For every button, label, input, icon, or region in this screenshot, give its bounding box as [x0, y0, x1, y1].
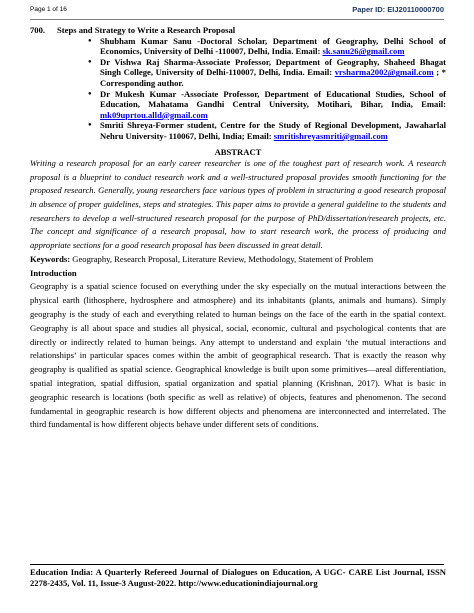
author-affiliation: Dr Vishwa Raj Sharma-Associate Professor, Department of Geography, Shaheed Bhagat Singh College, University of Delhi-110007, Delhi, India. Email: — [100, 56, 446, 78]
introduction-heading: Introduction — [30, 267, 77, 278]
author-note: ; * Corresponding author. — [100, 67, 446, 88]
author-affiliation: Shubham Kumar Sanu -Doctoral Scholar, Department of Geography, Delhi School of Economics, University of Delhi -110007, Delhi, India. Email: — [100, 35, 446, 57]
abstract-heading: ABSTRACT — [214, 146, 262, 157]
paper-id: Paper ID: EIJ20110000700 — [352, 5, 444, 14]
author-email-link[interactable]: mk09uprtou.alld@gmail.com — [100, 109, 208, 120]
section-heading — [30, 25, 446, 36]
abstract-text: Writing a research proposal for an early career researcher is one of the toughest part of research work. A research proposal is a blueprint to conduct research work and a well-structured proposal provides smooth functioning for the proposed research. Generally, young researchers face various types of problem in structuring a good research proposal in absence of proper guidelines, steps and strategies. This paper aims to provide a general guideline to the students and researchers to develop a well-structured research proposal for the purpose of PhD/dissertation/research projects, etc. The concept and significance of a research proposal, how to start research work, the process of producing and appropriate sections for a good research proposal has been discussed in great detail. — [30, 158, 446, 250]
author-item — [100, 36, 446, 57]
journal-footer: Education India: A Quarterly Refereed Journal of Dialogues on Education, A UGC- CARE List Journal, ISSN 2278-2435, Vol. 11, Issue-3 August-2022. http://www.educationindiajournal.org — [30, 567, 446, 588]
header-rule — [30, 19, 444, 20]
page-number: Page 1 of 16 — [30, 6, 67, 13]
author-email-link[interactable]: smritishreyasmriti@gmail.com — [273, 130, 388, 141]
footer-rule — [30, 564, 444, 565]
keywords-label: Keywords: — [30, 254, 71, 265]
author-email-link[interactable]: vrsharma2002@gmail.com — [334, 67, 434, 78]
author-item — [100, 120, 446, 141]
author-email-link[interactable]: sk.sanu26@gmail.com — [322, 46, 405, 57]
section-title: Steps and Strategy to Write a Research Proposal — [57, 25, 236, 35]
author-affiliation: Dr Mukesh Kumar -Associate Professor, Department of Educational Studies, School of Education, Mahatama Gandhi Central University, Motihari, Bihar, India, Email: — [100, 88, 446, 110]
author-item — [100, 89, 446, 121]
keywords — [30, 254, 446, 265]
introduction-paragraph: Geography is a spatial science focused on everything under the sky especially on the mutual interactions between the physical earth (lithosphere, hydrosphere and atmosphere) and its inhabitants (plants, animals and humans). Simply geography is the study of each and everything related to human beings on the face of the earth in the spatial context. Geography is all about space and studies all physical, social, economic, cultural and psychological contents that are directly or indirectly related to human beings. Any attempt to understand and explain ‘the mutual interactions and relationships’ in particular spaces comes within the ambit of geographical research. That is exactly the reason why geography is qualified as spatial science. Geographical knowledge is built upon some primitives—areal differentiation, spatial integration, spatial diffusion, spatial organization and spatial planning (Krishnan, 2017). What is basic in geographic research is locations (both specific as well as relative) of objects, features and phenomenon. The second fundamental in geographic research is how different objects and phenomena are interconnected and interrelated. The third fundamental is how different objects behave under different sets of conditions. — [30, 281, 446, 430]
main-content — [30, 25, 446, 432]
author-item — [100, 57, 446, 89]
author-affiliation: Smriti Shreya-Former student, Centre for the Study of Regional Development, Jawaharlal Nehru University- 110067, Delhi, India; Email: — [100, 120, 446, 141]
keywords-text: Geography, Research Proposal, Literature Review, Methodology, Statement of Problem — [70, 254, 374, 265]
author-list — [30, 36, 446, 142]
section-number: 700. — [30, 25, 46, 35]
page-header — [30, 6, 444, 18]
